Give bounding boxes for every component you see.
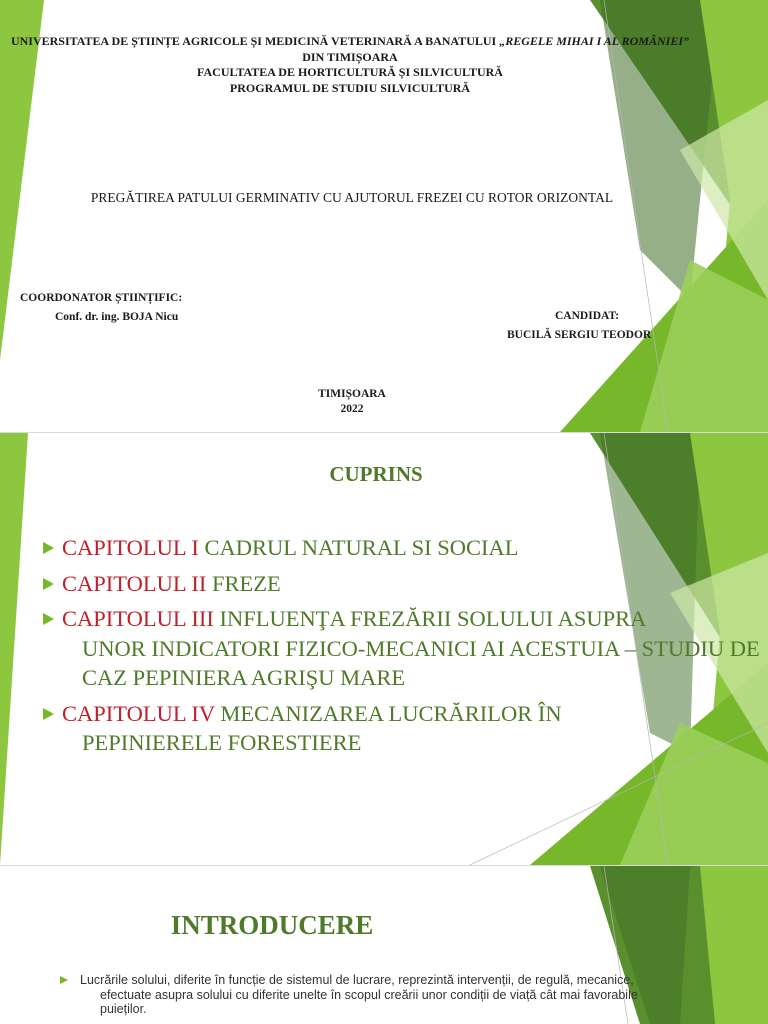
triangle-bullet-icon xyxy=(60,976,68,984)
program-name: PROGRAMUL DE STUDIU SILVICULTURĂ xyxy=(229,80,471,95)
chapter-number: CAPITOLUL II xyxy=(62,570,207,596)
chapter-number: CAPITOLUL IV xyxy=(62,700,215,726)
university-honorific: „REGELE MIHAI I AL ROMÂNIEI” xyxy=(499,34,690,48)
chapter-title-continued: UNOR INDICATORI FIZICO-MECANICI AI ACESTUIA – STUDIU DE CAZ PEPINIERA AGRIŞU MARE xyxy=(82,635,760,690)
university-header xyxy=(0,34,700,96)
coordinator-label: COORDONATOR ȘTIINȚIFIC: xyxy=(20,292,183,304)
university-name: UNIVERSITATEA DE ȘTIINȚE AGRICOLE ȘI MEDICINĂ VETERINARĂ A BANATULUI xyxy=(10,34,500,48)
chapter-number: CAPITOLUL I xyxy=(62,535,199,560)
introduction-title: INTRODUCERE xyxy=(170,910,374,940)
university-city: DIN TIMIȘOARA xyxy=(302,49,398,64)
city: TIMIȘOARA xyxy=(318,388,386,400)
candidate-name: BUCILĂ SERGIU TEODOR xyxy=(507,329,652,341)
chapter-item xyxy=(42,699,762,758)
contents-title: CUPRINS xyxy=(329,462,423,486)
paragraph-line: Lucrările solului, diferite în funcție de sistemul de lucrare, reprezintă intervenții, de regulă, mecanice, xyxy=(80,973,634,987)
triangle-bullet-icon xyxy=(43,613,54,625)
chapter-item xyxy=(42,533,762,563)
chapter-title: FREZE xyxy=(212,570,281,596)
candidate-label: CANDIDAT: xyxy=(555,310,620,322)
triangle-bullet-icon xyxy=(43,578,54,590)
paragraph-line: efectuate asupra solului cu diferite unelte în scopul creării unor condiții de viață cât mai favorabile puieților. xyxy=(100,987,638,1016)
thesis-title: PREGĂTIREA PATULUI GERMINATIV CU AJUTORUL FREZEI CU ROTOR ORIZONTAL xyxy=(90,190,614,205)
introduction-paragraph xyxy=(60,973,670,1017)
chapter-item xyxy=(42,569,762,599)
faculty-name: FACULTATEA DE HORTICULTURĂ ȘI SILVICULTURĂ xyxy=(197,65,503,79)
place-date xyxy=(0,387,704,417)
coordinator-name: Conf. dr. ing. BOJA Nicu xyxy=(55,311,179,323)
chapter-number: CAPITOLUL III xyxy=(62,606,214,631)
slide-introduction xyxy=(0,866,768,1024)
chapter-title-continued: PEPINIERELE FORESTIERE xyxy=(82,730,362,755)
year: 2022 xyxy=(340,403,364,415)
chapter-title: INFLUENŢA FREZĂRII SOLULUI ASUPRA xyxy=(219,606,647,631)
slide-contents xyxy=(0,433,768,865)
chapter-item xyxy=(42,604,762,693)
triangle-bullet-icon xyxy=(43,542,54,554)
slide-title xyxy=(0,0,768,432)
chapter-title: MECANIZAREA LUCRĂRILOR ÎN xyxy=(220,700,562,726)
chapter-title: CADRUL NATURAL SI SOCIAL xyxy=(204,535,519,560)
triangle-bullet-icon xyxy=(43,708,54,720)
chapter-list xyxy=(42,533,762,764)
